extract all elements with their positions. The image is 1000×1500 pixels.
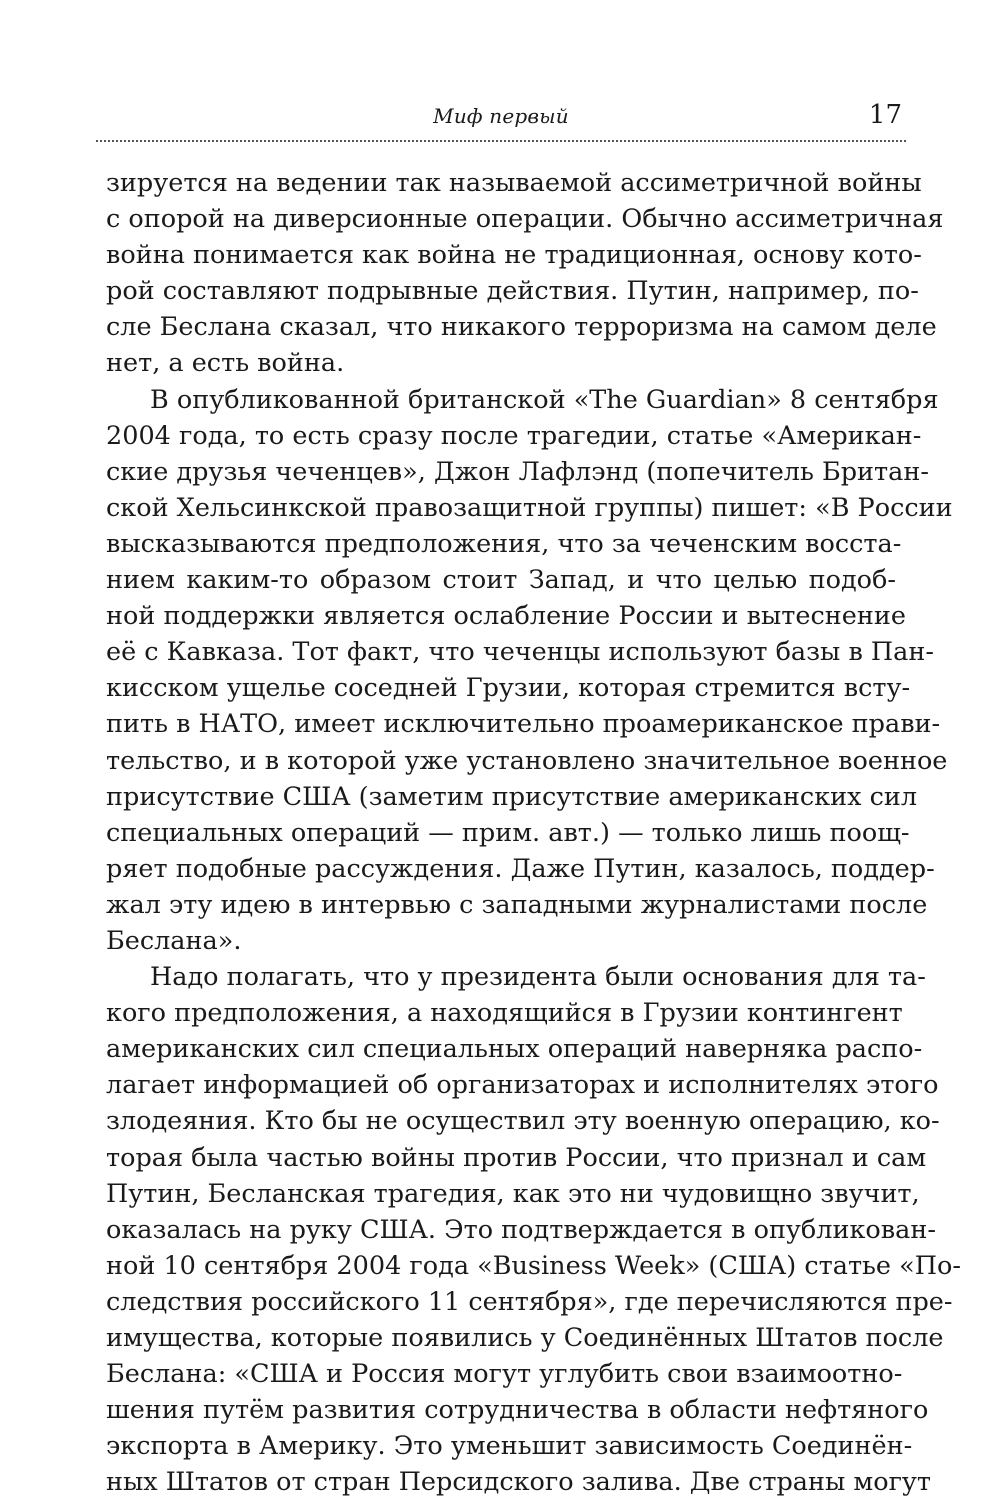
text-line: ных Штатов от стран Персидского залива. Две страны могут xyxy=(106,1467,932,1498)
paragraph-2 xyxy=(106,382,953,960)
text-line: тельство, и в которой уже установлено значительное военное xyxy=(106,745,948,776)
text-line: присутствие США (заметим присутствие американских сил xyxy=(106,781,918,812)
text-line: сле Беслана сказал, что никакого терроризма на самом деле xyxy=(106,312,937,343)
text-line: оказалась на руку США. Это подтверждается в опубликован- xyxy=(106,1214,936,1245)
text-line: её с Кавказа. Тот факт, что чеченцы используют базы в Пан- xyxy=(106,637,934,668)
header-rule xyxy=(96,140,906,142)
text-line: следствия российского 11 сентября», где перечисляются пре- xyxy=(106,1286,953,1317)
text-line: 2004 года, то есть сразу после трагедии, статье «Американ- xyxy=(106,420,922,451)
text-line: высказываются предположения, что за чеченским восста- xyxy=(106,528,902,559)
text-line: рой составляют подрывные действия. Путин, например, по- xyxy=(106,276,919,307)
text-line: ной 10 сентября 2004 года «Business Week» (США) статье «По- xyxy=(106,1250,961,1281)
text-line: пить в НАТО, имеет исключительно проамериканское прави- xyxy=(106,709,941,740)
text-line: злодеяния. Кто бы не осуществил эту военную операцию, ко- xyxy=(106,1106,940,1137)
text-line: экспорта в Америку. Это уменьшит зависимость Соединён- xyxy=(106,1431,913,1462)
text-line: ские друзья чеченцев», Джон Лафлэнд (попечитель Британ- xyxy=(106,456,929,487)
text-line: торая была частью войны против России, что признал и сам xyxy=(106,1142,927,1173)
text-line: Беслана: «США и Россия могут углубить свои взаимоотно- xyxy=(106,1359,903,1390)
text-line: имущества, которые появились у Соединённых Штатов после xyxy=(106,1323,944,1353)
text-line: нием каким-то образом стоит Запад, и что целью подоб- xyxy=(106,565,896,596)
text-line: шения путём развития сотрудничества в области нефтяного xyxy=(106,1395,929,1426)
text-line: с опорой на диверсионные операции. Обычно ассиметричная xyxy=(106,204,944,235)
body-text xyxy=(106,165,961,1500)
text-line: лагает информацией об организаторах и исполнителях этого xyxy=(106,1070,939,1101)
text-line: кого предположения, а находящийся в Грузии контингент xyxy=(106,998,903,1029)
text-line: Беслана». xyxy=(106,925,242,956)
paragraph-1 xyxy=(106,165,944,382)
text-line: Надо полагать, что у президента были основания для та- xyxy=(150,962,926,993)
text-line: В опубликованной британской «The Guardian» 8 сентября xyxy=(150,384,939,415)
running-header xyxy=(96,100,906,140)
page-number: 17 xyxy=(868,100,902,130)
paragraph-3 xyxy=(106,959,961,1500)
text-line: ской Хельсинкской правозащитной группы) пишет: «В России xyxy=(106,492,953,523)
text-line: американских сил специальных операций наверняка распо- xyxy=(106,1034,923,1065)
text-line: кисском ущелье соседней Грузии, которая стремится всту- xyxy=(106,673,911,704)
text-line: Путин, Бесланская трагедия, как это ни чудовищно звучит, xyxy=(106,1178,920,1209)
text-line: война понимается как война не традиционная, основу кото- xyxy=(106,240,922,271)
running-title: Миф первый xyxy=(433,104,569,128)
text-line: зируется на ведении так называемой ассиметричной войны xyxy=(106,168,922,198)
text-line: жал эту идею в интервью с западными журналистами после xyxy=(106,889,928,920)
text-line: ной поддержки является ослабление России и вытеснение xyxy=(106,601,906,632)
text-line: нет, а есть война. xyxy=(106,348,345,379)
text-line: специальных операций — прим. авт.) — только лишь поощ- xyxy=(106,817,910,848)
text-line: ряет подобные рассуждения. Даже Путин, казалось, поддер- xyxy=(106,853,935,884)
